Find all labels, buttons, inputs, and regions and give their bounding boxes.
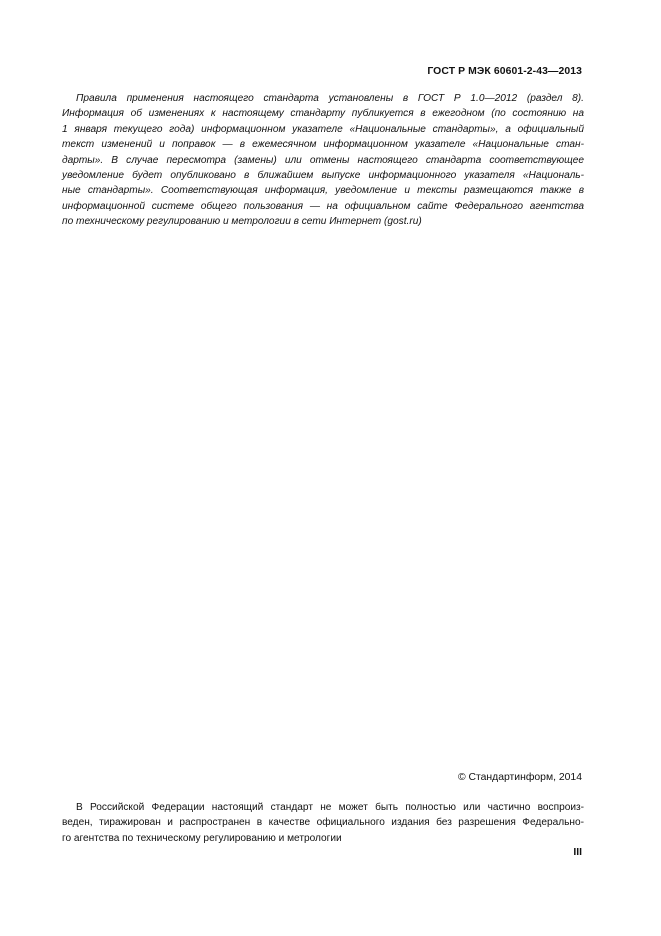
- rules-line: информационной системе общего пользования — на официальном сайте Федерального агентства: [62, 200, 584, 212]
- rules-line: 1 января текущего года) информационном указателе «Национальные стандарты», а официальный: [62, 123, 584, 135]
- rules-line: ные стандарты». Соответствующая информация, уведомление и тексты размещаются также в: [62, 185, 584, 197]
- rules-line: по техническому регулированию и метрологии в сети Интернет (gost.ru): [62, 216, 422, 228]
- copyright-line: © Стандартинформ, 2014: [457, 772, 582, 783]
- rules-line: текст изменений и поправок — в ежемесячном информационном указателе «Национальные стан-: [62, 139, 584, 151]
- rules-line: уведомление будет опубликовано в ближайшем выпуске информационного указателя «Националь-: [62, 169, 584, 181]
- rules-line: Правила применения настоящего стандарта установлены в ГОСТ Р 1.0—2012 (раздел 8).: [76, 93, 584, 104]
- rules-paragraph: [62, 91, 584, 230]
- notice-line: В Российской Федерации настоящий стандарт не может быть полностью или частично воспроиз-: [76, 802, 584, 813]
- rules-line: Информация об изменениях к настоящему стандарту публикуется в ежегодном (по состоянию на: [62, 108, 584, 120]
- reproduction-notice: [62, 800, 584, 846]
- rules-line: дарты». В случае пересмотра (замены) или отмены настоящего стандарта соответствующее: [62, 154, 584, 166]
- notice-line: веден, тиражирован и распространен в качестве официального издания без разрешения Федерально-: [62, 817, 584, 829]
- notice-line: го агентства по техническому регулированию и метрологии: [62, 832, 342, 844]
- document-number-header: ГОСТ Р МЭК 60601-2-43—2013: [427, 66, 582, 77]
- page-number: III: [573, 847, 582, 858]
